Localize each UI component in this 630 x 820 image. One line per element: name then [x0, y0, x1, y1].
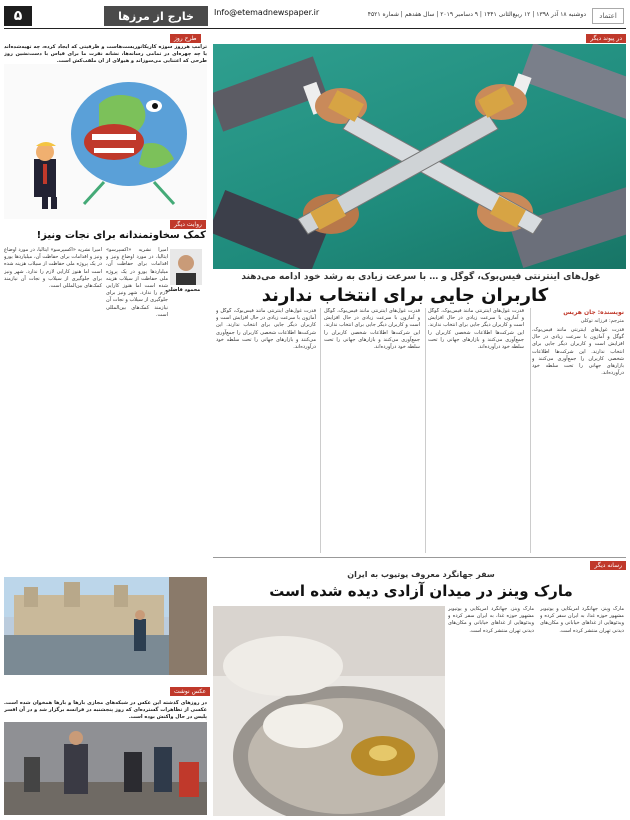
newspaper-logo: اعتماد	[592, 8, 624, 24]
main-illustration	[213, 44, 626, 269]
email-link[interactable]: Info@etemadnewspaper.ir	[214, 8, 320, 17]
oped-author: محمود فاضلی	[165, 287, 201, 293]
main-headline: کاربران جایی برای انتخاب ندارند	[261, 285, 549, 306]
cooking-photo	[213, 606, 445, 816]
main-body-2: قدرت غول‌های اینترنتی مانند فیس‌بوک، گوگل و آمازون با سرعت زیادی در حال افزایش است و کاربران دیگر جایی برای انتخاب ندارند. این شرکت‌ها اطلاعات شخصی کاربران را جمع‌آوری می‌کنند و بازارهای جهانی را تحت سلطه خود درآورده‌اند.	[428, 308, 524, 351]
oped-headline: کمک سخاوتمندانه برای نجات ونیز!	[36, 230, 206, 241]
author-portrait	[170, 249, 202, 285]
oped-body: امیرا نشریه «اکسپرسو» ایتالیا، در مورد اوضاع ونیز و اقدامات برای حفاظت آن، میلیاردها یورو در یک پروژه ملی حفاظت از سیلاب هزینه شده است اما هنوز کارایی لازم را ندارد. شهر ونیز برای جلوگیری از سیلاب و نجات آن نیازمند کمک‌های بین‌المللی است.	[106, 247, 168, 318]
saws-illustration	[213, 44, 626, 269]
main-translator: مترجم: فرزانه توکلی	[580, 318, 624, 324]
oped-column-2	[4, 247, 102, 572]
section-title: خارج از مرزها	[104, 6, 208, 26]
cartoon-drawing	[4, 64, 207, 219]
main-tag: در پیوند دیگر	[586, 34, 626, 43]
column-divider	[530, 308, 531, 553]
cooking-illustration	[213, 606, 445, 816]
second-column-2	[448, 606, 534, 816]
protest-photo	[4, 722, 207, 815]
second-kicker: سفر جهانگرد معروف یوتیوب به ایران	[347, 570, 495, 579]
oped-column-1	[106, 247, 168, 572]
photo-tag: عکس نوشت	[170, 687, 210, 696]
oped-body-2: امیرا نشریه «اکسپرسو» ایتالیا، در مورد اوضاع ونیز و اقدامات برای حفاظت آن، میلیاردها یورو در یک پروژه ملی حفاظت از سیلاب هزینه شده است اما هنوز کارایی لازم را ندارد. شهر ونیز برای جلوگیری از سیلاب و نجات آن نیازمند کمک‌های بین‌المللی است.	[4, 247, 102, 290]
main-author: نویسنده: جان هریس	[563, 309, 624, 316]
section-divider	[213, 557, 626, 558]
column-divider	[425, 308, 426, 553]
second-headline: مارک وینز در میدان آزادی دیده شده است	[269, 582, 573, 600]
venice-flood-photo	[4, 577, 207, 675]
main-column-3	[324, 308, 420, 553]
date-line: دوشنبه ۱۸ آذر ۱۳۹۸ | ۱۲ ربیع‌الثانی ۱۴۴۱ | ۹ دسامبر ۲۰۱۹ | سال هفدهم | شماره ۴۵۲۱	[367, 11, 586, 18]
column-divider	[320, 308, 321, 553]
trump-globe-cartoon	[4, 64, 207, 219]
photo-caption: در روزهای گذشته این عکس در شبکه‌های مجازی بارها و بارها همخوان شده است. عکسی از تظاهرات گسترده‌ای که روز پنجشنبه در فرانسه برگزار شد و در آن افسر پلیس در حال واکنش بوده است.	[4, 700, 207, 720]
second-body-2: مارک وینز، جهانگرد آمریکایی و یوتیوبر مشهور حوزه غذا، به ایران سفر کرده و ویدئوهایی از غذاهای خیابانی و مکان‌های دیدنی تهران منتشر کرده است.	[448, 606, 534, 634]
oped-tag: روایت دیگر	[170, 220, 206, 229]
cartoon-tag: طرح روز	[170, 34, 201, 43]
page-number: ۵	[4, 6, 32, 26]
main-column-2	[428, 308, 524, 553]
main-column-1	[532, 327, 624, 553]
second-column-1	[540, 606, 624, 816]
main-body-4: قدرت غول‌های اینترنتی مانند فیس‌بوک، گوگل و آمازون با سرعت زیادی در حال افزایش است و کاربران دیگر جایی برای انتخاب ندارند. این شرکت‌ها اطلاعات شخصی کاربران را جمع‌آوری می‌کنند و بازارهای جهانی را تحت سلطه خود درآورده‌اند.	[216, 308, 316, 351]
main-body: قدرت غول‌های اینترنتی مانند فیس‌بوک، گوگل و آمازون با سرعت زیادی در حال افزایش است و کاربران دیگر جایی برای انتخاب ندارند. این شرکت‌ها اطلاعات شخصی کاربران را جمع‌آوری می‌کنند و بازارهای جهانی را تحت سلطه خود درآورده‌اند.	[532, 327, 624, 377]
main-body-3: قدرت غول‌های اینترنتی مانند فیس‌بوک، گوگل و آمازون با سرعت زیادی در حال افزایش است و کاربران دیگر جایی برای انتخاب ندارند. این شرکت‌ها اطلاعات شخصی کاربران را جمع‌آوری می‌کنند و بازارهای جهانی را تحت سلطه خود درآورده‌اند.	[324, 308, 420, 351]
page-header	[4, 6, 626, 29]
second-tag: رسانه دیگر	[590, 561, 626, 570]
main-kicker: غول‌های اینترنتی فیس‌بوک، گوگل و … با سرعت زیادی به رشد خود ادامه می‌دهند	[241, 272, 601, 282]
main-column-4	[216, 308, 316, 553]
second-body: مارک وینز، جهانگرد آمریکایی و یوتیوبر مشهور حوزه غذا، به ایران سفر کرده و ویدئوهایی از غذاهای خیابانی و مکان‌های دیدنی تهران منتشر کرده است.	[540, 606, 624, 634]
cartoon-caption: ترامپ هرروز سوژه کاریکاتوریست‌هاست و ظرفیتی که ایجاد کرده، چه تهیه‌شده‌اند یا چه چهره‌ای در تمامی رسانه‌ها، نشانه نفرت ما برای قیاس با دست‌نشین روز طرحی که اعتنایی می‌سوزاند و هیولای از ان ملقب‌کش است.	[4, 44, 207, 64]
